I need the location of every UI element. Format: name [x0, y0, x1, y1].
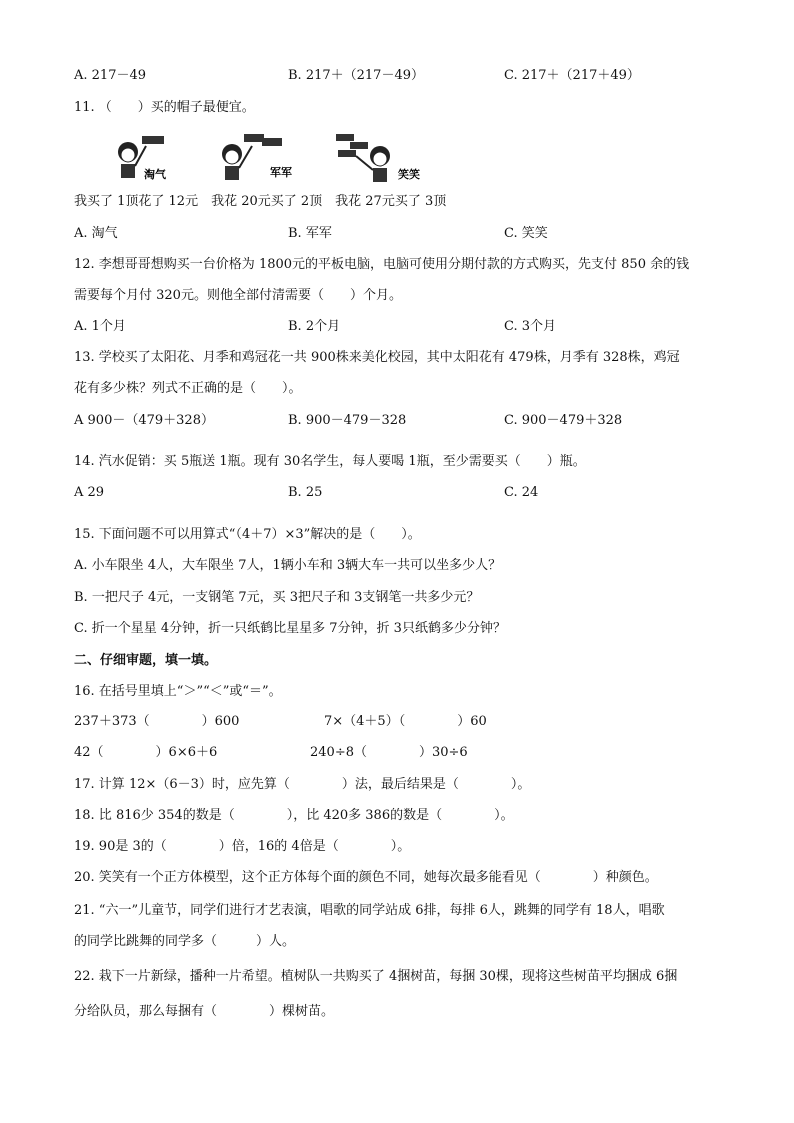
section-2-title: 二、仔细审题，填一填。: [74, 653, 218, 668]
q15-stem: 15. 下面问题不可以用算式“（4＋7）×3”解决的是（ ）。: [74, 527, 421, 542]
q12-stem-line1: 12. 李想哥哥想购买一台价格为 1800元的平板电脑，电脑可使用分期付款的方式购买，先支付 850 余的钱: [74, 257, 690, 272]
q21-line1: 21. “六一”儿童节，同学们进行才艺表演，唱歌的同学站成 6排，每排 6人，跳舞的同学有 18人，唱歌: [74, 903, 665, 918]
q14-option-b: B. 25: [288, 485, 323, 500]
q11-stem: 11. （ ）买的帽子最便宜。: [74, 100, 255, 115]
q12-option-b: B. 2个月: [288, 319, 341, 334]
q13-option-b: B. 900－479－328: [288, 413, 407, 428]
q20-text: 20. 笑笑有一个正方体模型，这个正方体每个面的颜色不同，她每次最多能看见（ ）种颜色。: [74, 870, 658, 885]
q11-info: 我买了 1顶花了 12元 我花 20元买了 2顶 我花 27元买了 3顶: [74, 194, 447, 209]
kid-name-junjun: 军军: [270, 166, 292, 179]
hat-icon: [244, 134, 264, 142]
q13-stem-line1: 13. 学校买了太阳花、月季和鸡冠花一共 900株来美化校园，其中太阳花有 479株，月季有 328株，鸡冠: [74, 350, 680, 365]
q22-line2: 分给队员，那么每捆有（ ）棵树苗。: [74, 1004, 335, 1019]
q16-item-3: 42（ ）6×6＋6: [74, 745, 218, 760]
q13-option-a: A 900－（479＋328）: [74, 413, 214, 428]
q15-option-b: B. 一把尺子 4元，一支钢笔 7元，买 3把尺子和 3支钢笔一共多少元？: [74, 590, 480, 605]
kid-xiaoxiao-illustration: [334, 130, 434, 190]
q14-option-a: A 29: [74, 485, 105, 500]
kid-taoqi-illustration: [112, 132, 192, 188]
q14-stem: 14. 汽水促销：买 5瓶送 1瓶。现有 30名学生，每人要喝 1瓶，至少需要买（ ）瓶。: [74, 454, 586, 469]
q14-option-c: C. 24: [504, 485, 539, 500]
hat-icon: [262, 138, 282, 146]
q12-stem-line2: 需要每个月付 320元。则他全部付清需要（ ）个月。: [74, 288, 402, 303]
q18-text: 18. 比 816少 354的数是（ ），比 420多 386的数是（ ）。: [74, 808, 514, 823]
q12-option-a: A. 1个月: [74, 319, 126, 334]
q10-option-a: A. 217－49: [74, 68, 147, 83]
hat-icon: [338, 150, 356, 157]
q17-text: 17. 计算 12×（6－3）时，应先算（ ）法，最后结果是（ ）。: [74, 777, 531, 792]
hat-icon: [142, 136, 164, 144]
q15-option-a: A. 小车限坐 4人，大车限坐 7人，1辆小车和 3辆大车一共可以坐多少人？: [74, 558, 502, 573]
q21-line2: 的同学比跳舞的同学多（ ）人。: [74, 934, 296, 949]
q16-stem: 16. 在括号里填上“＞”“＜”或“＝”。: [74, 684, 282, 699]
hat-icon: [336, 134, 354, 141]
kid-name-taoqi: 淘气: [144, 168, 166, 181]
kid-name-xiaoxiao: 笑笑: [398, 168, 420, 181]
q12-option-c: C. 3个月: [504, 319, 557, 334]
q16-item-2: 7×（4＋5）（ ）60: [324, 714, 487, 729]
q19-text: 19. 90是 3的（ ）倍，16的 4倍是（ ）。: [74, 839, 411, 854]
q16-item-4: 240÷8（ ）30÷6: [310, 745, 468, 760]
q22-line1: 22. 栽下一片新绿，播种一片希望。植树队一共购买了 4捆树苗，每捆 30棵，现将这些树苗平均捆成 6捆: [74, 969, 678, 984]
q11-option-b: B. 军军: [288, 226, 332, 241]
q10-option-c: C. 217＋（217＋49）: [504, 68, 640, 83]
q16-item-1: 237＋373（ ）600: [74, 714, 240, 729]
q10-option-b: B. 217＋（217－49）: [288, 68, 424, 83]
q13-option-c: C. 900－479＋328: [504, 413, 623, 428]
q11-option-c: C. 笑笑: [504, 226, 548, 241]
q13-stem-line2: 花有多少株？列式不正确的是（ ）。: [74, 381, 302, 396]
kid-junjun-illustration: [216, 132, 306, 188]
q11-option-a: A. 淘气: [74, 226, 118, 241]
hat-icon: [350, 142, 368, 149]
q15-option-c: C. 折一个星星 4分钟，折一只纸鹤比星星多 7分钟，折 3只纸鹤多少分钟？: [74, 621, 506, 636]
